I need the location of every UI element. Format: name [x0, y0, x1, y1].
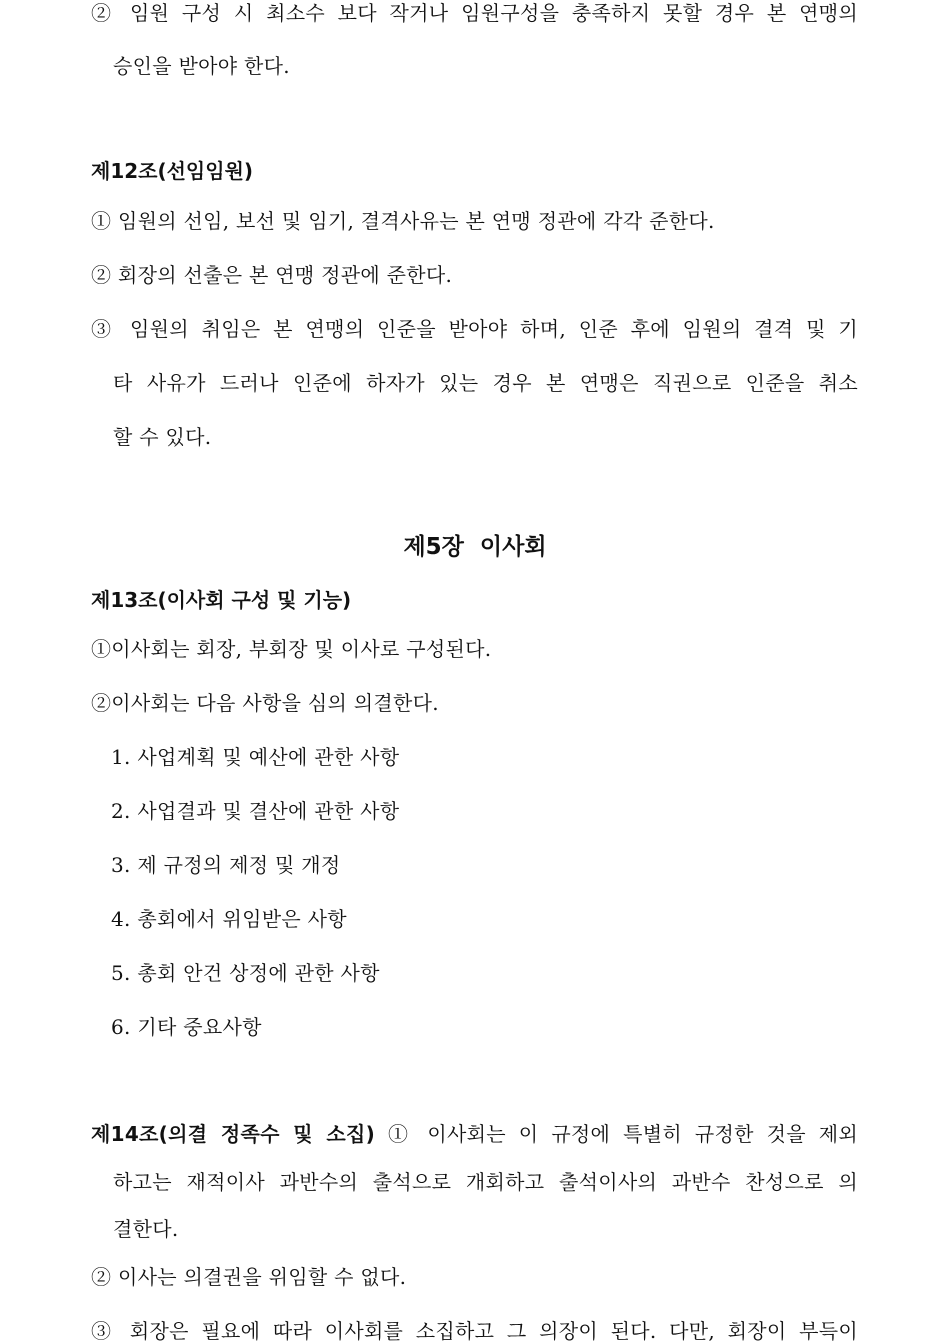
art12-para3-line3: 할 수 있다. [113, 425, 212, 449]
art14-para1-line1-text: ① 이사회는 이 규정에 특별히 규정한 것을 제외 [375, 1122, 858, 1146]
art13-para2: ②이사회는 다음 사항을 심의 의결한다. [91, 691, 439, 715]
art14-para1-line3: 결한다. [113, 1217, 179, 1241]
art13-item-6: 6. 기타 중요사항 [111, 1015, 262, 1039]
art12-para3-line2: 타 사유가 드러나 인준에 하자가 있는 경우 본 연맹은 직권으로 인준을 취소 [113, 371, 858, 395]
art13-item-5: 5. 총회 안건 상정에 관한 사항 [111, 961, 380, 985]
art14-para3-line1: ③ 회장은 필요에 따라 이사회를 소집하고 그 의장이 된다. 다만, 회장이 부득이 [91, 1319, 858, 1343]
art14-heading: 제14조(의결 정족수 및 소집) [91, 1122, 376, 1146]
art13-item-2: 2. 사업결과 및 결산에 관한 사항 [111, 799, 400, 823]
chapter5-title: 제5장 이사회 [403, 534, 547, 560]
art14-para1-line2: 하고는 재적이사 과반수의 출석으로 개회하고 출석이사의 과반수 찬성으로 의 [113, 1170, 858, 1194]
art13-heading: 제13조(이사회 구성 및 기능) [91, 588, 352, 612]
art14-para1-line1 [91, 1121, 858, 1147]
art12-para3-line1: ③ 임원의 취임은 본 연맹의 인준을 받아야 하며, 인준 후에 임원의 결격 및 기 [91, 317, 858, 341]
art11-para2-line1: ② 임원 구성 시 최소수 보다 작거나 임원구성을 충족하지 못할 경우 본 연맹의 [91, 1, 858, 25]
art14-para2: ② 이사는 의결권을 위임할 수 없다. [91, 1265, 407, 1289]
art13-item-3: 3. 제 규정의 제정 및 개정 [111, 853, 341, 877]
art12-para1: ① 임원의 선임, 보선 및 임기, 결격사유는 본 연맹 정관에 각각 준한다. [91, 209, 715, 233]
art13-item-4: 4. 총회에서 위임받은 사항 [111, 907, 347, 931]
art13-item-1: 1. 사업계획 및 예산에 관한 사항 [111, 745, 400, 769]
art13-para1: ①이사회는 회장, 부회장 및 이사로 구성된다. [91, 637, 492, 661]
art11-para2-line2: 승인을 받아야 한다. [113, 54, 290, 78]
art12-heading: 제12조(선임임원) [91, 159, 254, 183]
art12-para2: ② 회장의 선출은 본 연맹 정관에 준한다. [91, 263, 453, 287]
